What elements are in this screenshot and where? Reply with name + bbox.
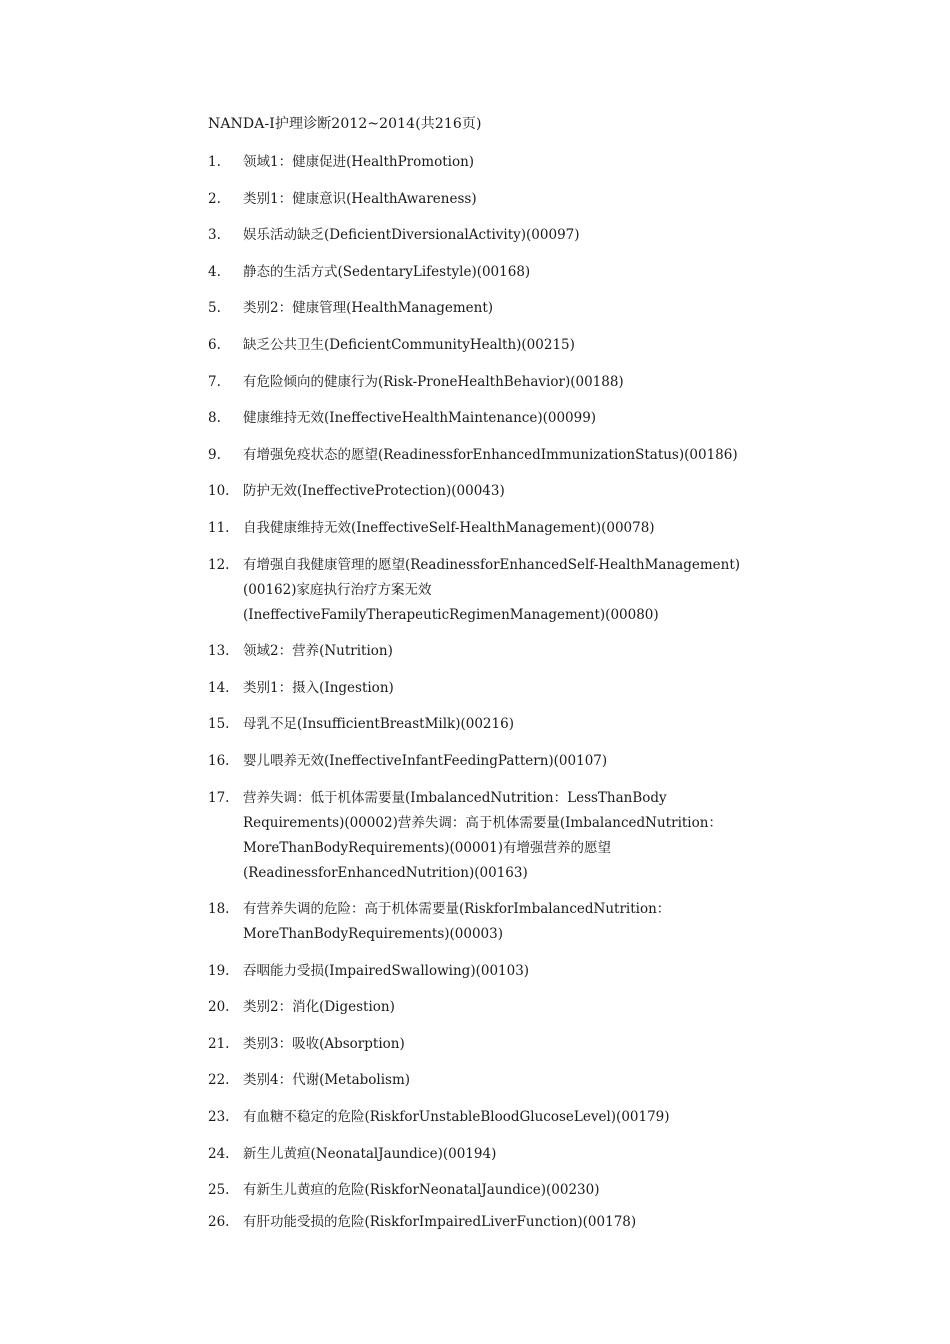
list-item bbox=[208, 897, 778, 947]
list-item bbox=[208, 639, 778, 664]
item-number: 5. bbox=[208, 300, 221, 317]
item-number: 23. bbox=[208, 1109, 230, 1126]
item-text: 有增强自我健康管理的愿望(ReadinessforEnhancedSelf-HealthManagement) (00162)家庭执行治疗方案无效 (IneffectiveFamilyTherapeuticRegimenManagement)(00080) bbox=[243, 556, 741, 623]
list-item bbox=[208, 1142, 778, 1167]
list-item bbox=[208, 187, 778, 212]
item-number: 22. bbox=[208, 1072, 230, 1089]
item-number: 3. bbox=[208, 227, 221, 244]
item-number: 24. bbox=[208, 1145, 230, 1162]
item-text: 有肝功能受损的危险(RiskforImpairedLiverFunction)(00178) bbox=[243, 1214, 637, 1231]
list-item bbox=[208, 1178, 778, 1203]
item-number: 12. bbox=[208, 556, 230, 573]
list-item bbox=[208, 676, 778, 701]
list-item bbox=[208, 1210, 778, 1235]
item-text: 类别4：代谢(Metabolism) bbox=[243, 1072, 411, 1089]
item-number: 6. bbox=[208, 336, 221, 353]
item-number: 21. bbox=[208, 1035, 230, 1052]
item-text: 娱乐活动缺乏(DeficientDiversionalActivity)(00097) bbox=[243, 227, 580, 244]
list-item bbox=[208, 786, 778, 886]
item-text: 有新生儿黄疸的危险(RiskforNeonatalJaundice)(00230) bbox=[243, 1182, 600, 1199]
list-item bbox=[208, 406, 778, 431]
item-text: 新生儿黄疸(NeonatalJaundice)(00194) bbox=[243, 1145, 497, 1162]
list-item bbox=[208, 333, 778, 358]
list-item bbox=[208, 370, 778, 395]
item-text: 类别2：消化(Digestion) bbox=[243, 999, 395, 1016]
list-item bbox=[208, 1032, 778, 1057]
item-number: 14. bbox=[208, 679, 230, 696]
item-text: 母乳不足(InsufficientBreastMilk)(00216) bbox=[243, 716, 514, 733]
list-item bbox=[208, 223, 778, 248]
list-item bbox=[208, 260, 778, 285]
item-text: 健康维持无效(IneffectiveHealthMaintenance)(00099) bbox=[243, 410, 597, 427]
item-number: 18. bbox=[208, 901, 230, 918]
item-number: 4. bbox=[208, 263, 221, 280]
list-item bbox=[208, 296, 778, 321]
item-text: 吞咽能力受损(ImpairedSwallowing)(00103) bbox=[243, 962, 530, 979]
list-item bbox=[208, 443, 778, 468]
item-text: 有增强免疫状态的愿望(ReadinessforEnhancedImmunizationStatus)(00186) bbox=[243, 446, 738, 463]
item-text: 领域2：营养(Nutrition) bbox=[243, 643, 393, 660]
list-item bbox=[208, 1105, 778, 1130]
list-item bbox=[208, 479, 778, 504]
item-text: 有危险倾向的健康行为(Risk-ProneHealthBehavior)(00188) bbox=[243, 373, 624, 390]
item-number: 26. bbox=[208, 1214, 230, 1231]
item-text: 类别2：健康管理(HealthManagement) bbox=[243, 300, 494, 317]
list-item bbox=[208, 1068, 778, 1093]
item-text: 类别3：吸收(Absorption) bbox=[243, 1035, 405, 1052]
item-number: 10. bbox=[208, 483, 230, 500]
item-text: 类别1：健康意识(HealthAwareness) bbox=[243, 190, 477, 207]
item-text: 类别1：摄入(Ingestion) bbox=[243, 679, 394, 696]
list-item bbox=[208, 712, 778, 737]
item-number: 8. bbox=[208, 410, 221, 427]
document-title: NANDA-I护理诊断2012~2014(共216页) bbox=[208, 116, 482, 132]
item-text: 领域1：健康促进(HealthPromotion) bbox=[243, 154, 475, 170]
list-item bbox=[208, 516, 778, 541]
item-number: 25. bbox=[208, 1182, 230, 1199]
list-item bbox=[208, 959, 778, 984]
item-text: 缺乏公共卫生(DeficientCommunityHealth)(00215) bbox=[243, 336, 575, 353]
item-number: 15. bbox=[208, 716, 230, 733]
item-text: 婴儿喂养无效(IneffectiveInfantFeedingPattern)(00107) bbox=[243, 752, 608, 769]
item-number: 20. bbox=[208, 999, 230, 1016]
item-number: 19. bbox=[208, 962, 230, 979]
item-number: 11. bbox=[208, 519, 230, 536]
diagnosis-list bbox=[208, 150, 778, 1247]
item-number: 9. bbox=[208, 446, 221, 463]
item-number: 1. bbox=[208, 154, 221, 170]
item-number: 13. bbox=[208, 643, 230, 660]
list-item bbox=[208, 553, 778, 628]
item-text: 静态的生活方式(SedentaryLifestyle)(00168) bbox=[243, 263, 531, 280]
list-item bbox=[208, 150, 778, 175]
item-text: 自我健康维持无效(IneffectiveSelf-HealthManagement)(00078) bbox=[243, 519, 655, 536]
item-text: 营养失调：低于机体需要量(ImbalancedNutrition：LessThanBody Requirements)(00002)营养失调：高于机体需要量(ImbalancedNutrition： MoreThanBodyRequirements)(00001)有增强营养的愿望 (ReadinessforEnhancedNutrition)(00163) bbox=[243, 789, 722, 881]
item-text: 防护无效(IneffectiveProtection)(00043) bbox=[243, 483, 505, 500]
item-text: 有血糖不稳定的危险(RiskforUnstableBloodGlucoseLevel)(00179) bbox=[243, 1109, 670, 1126]
item-number: 17. bbox=[208, 789, 230, 806]
list-item bbox=[208, 749, 778, 774]
item-text: 有营养失调的危险：高于机体需要量(RiskforImbalancedNutrition： MoreThanBodyRequirements)(00003) bbox=[243, 901, 671, 943]
item-number: 2. bbox=[208, 190, 221, 207]
list-item bbox=[208, 995, 778, 1020]
item-number: 16. bbox=[208, 752, 230, 769]
item-number: 7. bbox=[208, 373, 221, 390]
